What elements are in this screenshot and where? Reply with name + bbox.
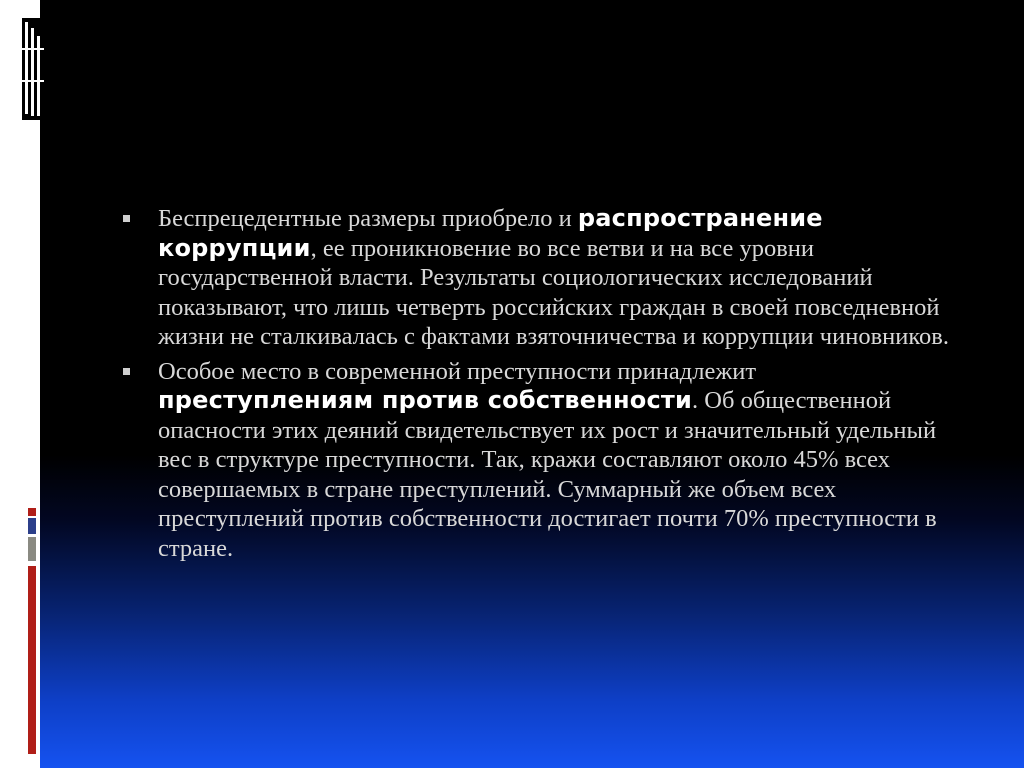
- bullet-text: [158, 357, 968, 564]
- bullet-text-end: , ее проникновение во все ветви и на все уровни государственной власти. Результаты социологических исследований показывают, что лишь четверть российских граждан в своей повседневной жизни не сталкивалась с фактами взяточничества и коррупции чиновников.: [158, 234, 949, 350]
- red-accent-bar-top: [28, 508, 36, 516]
- square-bullet-icon: [123, 215, 130, 222]
- square-bullet-icon: [123, 368, 130, 375]
- bullet-emphasis: преступлениям против собственности: [158, 386, 693, 414]
- gray-accent-bar: [28, 537, 36, 561]
- bullet-item: [118, 357, 968, 564]
- blue-accent-bar: [28, 518, 36, 534]
- bullet-text-start: Особое место в современной преступности принадлежит: [158, 357, 757, 385]
- bullet-text-start: Беспрецедентные размеры приобрело и: [158, 205, 578, 232]
- slide-body: [118, 204, 968, 568]
- decorative-stripes-icon: [22, 18, 44, 120]
- red-accent-bar-long: [28, 566, 36, 754]
- bullet-text-end: . Об общественной опасности этих деяний свидетельствует их рост и значительный удельный вес в структуре преступности. Так, кражи составляют около 45% всех совершаемых в стране преступлений. Суммарный же объем всех преступлений против собственности достигает почти 70% преступности в стране.: [158, 387, 937, 562]
- bullet-text: [158, 204, 968, 352]
- bullet-emphasis: распространение коррупции: [158, 204, 823, 262]
- bullet-item: [118, 204, 968, 352]
